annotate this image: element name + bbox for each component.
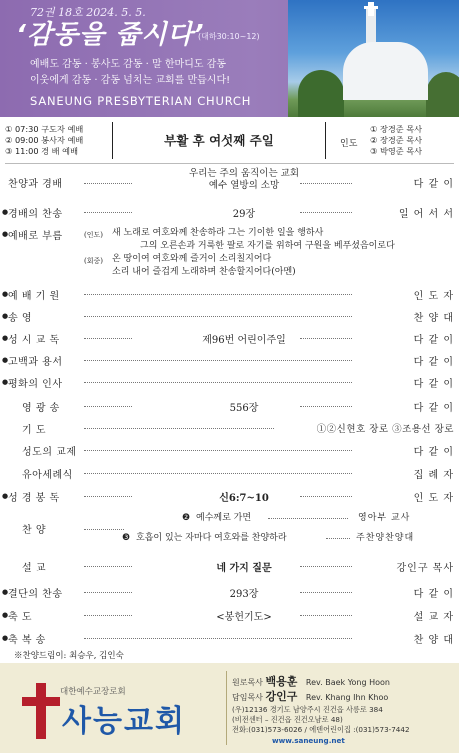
- order-middle: <봉헌기도>: [216, 612, 272, 623]
- theme-title: ‘감동을 줍시다’: [16, 20, 205, 50]
- order-right: 인 도 자: [413, 493, 454, 504]
- leader-1: ① 장경준 목사: [370, 124, 423, 134]
- order-label: 영 광 송: [22, 403, 60, 414]
- praise-contributors-note: ※찬양드림이: 최승우, 김인숙: [14, 651, 124, 661]
- order-middle: 신6:7~10: [219, 493, 269, 504]
- order-label: 성 시 교 독: [8, 335, 60, 346]
- congregation-tag: (회중): [84, 257, 103, 265]
- order-label: 찬 양: [22, 525, 46, 536]
- dotted-leader: [84, 294, 352, 295]
- pastor-role: 담임목사: [232, 693, 263, 702]
- order-label: 예 배 기 원: [8, 291, 60, 302]
- dotted-leader: [300, 496, 352, 497]
- order-right: 강인구 목사: [396, 563, 454, 574]
- standing-marker-icon: ●: [2, 290, 9, 298]
- slogan-line-2: 이웃에게 감동 · 감동 넘치는 교회를 만듭시다!: [30, 75, 231, 86]
- order-label: 결단의 찬송: [8, 589, 63, 600]
- standing-marker-icon: ●: [2, 492, 9, 500]
- leader-2: ② 장경준 목사: [370, 135, 423, 145]
- service-leaders: [370, 124, 422, 157]
- order-benediction: [0, 606, 459, 624]
- order-infant-baptism: [0, 464, 459, 482]
- dotted-leader: [84, 338, 132, 339]
- order-right: 찬 양 대: [413, 313, 454, 324]
- order-label: 축 도: [8, 612, 32, 623]
- dotted-leader: [84, 638, 352, 639]
- dotted-leader: [268, 518, 348, 519]
- volume-date: 72권 18호 2024. 5. 5.: [30, 6, 146, 19]
- order-fellowship: [0, 441, 459, 459]
- praise-song-2: 예수 열방의 소망: [208, 180, 280, 191]
- order-peace: [0, 373, 459, 391]
- address-line-2: (비전센터 – 진건읍 진건오남로 48): [232, 715, 343, 724]
- order-sermon: [0, 557, 459, 575]
- dotted-leader: [326, 538, 350, 539]
- order-right: 다 같 이: [413, 447, 454, 458]
- call-line-1: 새 노래로 여호와께 찬송하라 그는 기이한 일을 행하사: [112, 228, 324, 238]
- tree-right: [426, 72, 459, 117]
- order-right: 일 어 서 서: [398, 209, 454, 220]
- order-label: 찬양과 경배: [8, 179, 63, 190]
- dotted-leader: [84, 615, 132, 616]
- anthem-line-2-performer: 주찬양찬양대: [356, 533, 415, 543]
- dotted-leader: [84, 406, 132, 407]
- order-label: 성도의 교제: [22, 447, 77, 458]
- order-blessing-song: [0, 629, 459, 647]
- theme-verse: (대하30:10~12): [198, 32, 260, 41]
- anthem-number-2: ❷: [182, 513, 191, 523]
- order-middle: 제96번 어린이주일: [202, 335, 286, 346]
- order-right: 찬 양 대: [413, 635, 454, 646]
- order-label: 경배의 찬송: [8, 209, 63, 220]
- order-invocation: [0, 285, 459, 303]
- order-scripture-reading: [0, 487, 459, 505]
- order-responsive-reading: [0, 329, 459, 347]
- website-link[interactable]: www.saneung.net: [272, 736, 345, 745]
- dotted-leader: [84, 529, 124, 530]
- bulletin-header: [0, 0, 459, 117]
- order-confession: [0, 351, 459, 369]
- standing-marker-icon: ●: [2, 334, 9, 342]
- dotted-leader: [84, 592, 132, 593]
- call-line-2: 그의 오른손과 거룩한 팔로 자기를 위하여 구원을 베푸셨음이로다: [140, 241, 395, 251]
- service-time-1: ① 07:30 구도자 예배: [5, 124, 84, 134]
- order-label: 유아세례식: [22, 470, 73, 481]
- standing-marker-icon: ●: [2, 588, 9, 596]
- order-right: 다 같 이: [413, 335, 454, 346]
- dotted-leader: [300, 406, 352, 407]
- order-right: 인 도 자: [413, 291, 454, 302]
- order-right: 다 같 이: [413, 179, 454, 190]
- dotted-leader: [84, 316, 352, 317]
- dotted-leader: [300, 615, 352, 616]
- pastor-line: [232, 688, 388, 704]
- order-label: 송 영: [8, 313, 32, 324]
- dotted-leader: [84, 473, 352, 474]
- sunday-title: 부활 후 여섯째 주일: [112, 122, 326, 159]
- order-closing-hymn: [0, 583, 459, 601]
- pastor-name: 강인구: [265, 690, 298, 703]
- dotted-leader: [84, 428, 274, 429]
- standing-marker-icon: ●: [2, 208, 9, 216]
- church-name-logo: 사능교회: [62, 704, 186, 739]
- order-label: 설 교: [22, 563, 46, 574]
- slogan-line-1: 예배도 감동 · 봉사도 감동 · 말 한마디도 감동: [30, 59, 227, 70]
- cross-icon: [368, 2, 374, 16]
- lead-label: 인도: [340, 139, 358, 149]
- anthem-line-2: 호흡이 있는 자마다 여호와를 찬양하라: [136, 533, 287, 543]
- order-right: 다 같 이: [413, 357, 454, 368]
- anthem-line-1-performer: 영아부 교사: [358, 513, 411, 523]
- tree-left: [298, 70, 344, 117]
- order-label: 성 경 봉 독: [8, 493, 60, 504]
- pastor-english: Rev. Khang Ihn Khoo: [305, 693, 389, 702]
- anthem-line-1: 예수께로 가면: [196, 513, 252, 523]
- order-middle: 556장: [229, 403, 259, 414]
- call-line-3: 온 땅이여 여호와께 즐거이 소리칠지어다: [112, 254, 272, 264]
- dotted-leader: [300, 592, 352, 593]
- standing-marker-icon: ●: [2, 230, 9, 238]
- order-praise: [0, 166, 459, 194]
- order-label: 기 도: [22, 425, 46, 436]
- denomination: 대한예수교장로회: [60, 687, 126, 697]
- cross-bar: [364, 6, 378, 9]
- senior-pastor-name: 백용훈: [265, 675, 298, 688]
- order-label: 평화의 인사: [8, 379, 63, 390]
- standing-marker-icon: ●: [2, 611, 9, 619]
- sermon-title: 네 가지 질문: [216, 563, 272, 574]
- order-right: 설 교 자: [413, 612, 454, 623]
- standing-marker-icon: ●: [2, 634, 9, 642]
- church-building: [343, 42, 428, 100]
- senior-pastor-line: [232, 673, 390, 689]
- church-building-photo: [288, 0, 459, 117]
- order-right: ①②신현호 장로 ③조용선 장로: [316, 424, 454, 435]
- order-right: 집 례 자: [413, 470, 454, 481]
- order-middle: 29장: [232, 209, 256, 220]
- order-label: 고백과 용서: [8, 357, 63, 368]
- order-right: 다 같 이: [413, 403, 454, 414]
- call-line-4: 소리 내어 즐겁게 노래하며 찬송할지어다(아멘): [112, 267, 296, 277]
- church-logo-cross-icon: [36, 683, 46, 739]
- dotted-leader: [84, 183, 132, 184]
- service-time-2: ② 09:00 봉사자 예배: [5, 135, 84, 145]
- order-right: 다 같 이: [413, 589, 454, 600]
- leader-3: ③ 박영준 목사: [370, 146, 423, 156]
- service-time-3: ③ 11:00 경 배 예배: [5, 146, 78, 156]
- dotted-leader: [300, 183, 352, 184]
- dotted-leader: [84, 566, 132, 567]
- dotted-leader: [84, 382, 352, 383]
- dotted-leader: [84, 496, 132, 497]
- order-prayer: [0, 419, 459, 437]
- order-gloria: [0, 397, 459, 415]
- order-label: 축 복 송: [8, 635, 46, 646]
- senior-pastor-role: 원로목사: [232, 678, 263, 687]
- church-footer: [0, 663, 459, 753]
- dotted-leader: [84, 450, 352, 451]
- senior-pastor-english: Rev. Baek Yong Hoon: [305, 678, 390, 687]
- dotted-leader: [300, 338, 352, 339]
- order-doxology: [0, 307, 459, 325]
- praise-song-1: 우리는 주의 움직이는 교회: [188, 168, 299, 179]
- standing-marker-icon: ●: [2, 356, 9, 364]
- church-logo-crossbar: [22, 697, 60, 706]
- leader-tag: (인도): [84, 231, 103, 239]
- footer-divider: [226, 671, 227, 745]
- phone-line: 전화:(031)573-6026 / 에덴어린이집 :(031)573-7442: [232, 725, 410, 734]
- dotted-leader: [300, 566, 352, 567]
- standing-marker-icon: ●: [2, 312, 9, 320]
- dotted-leader: [84, 360, 352, 361]
- dotted-leader: [84, 212, 132, 213]
- order-adoration-hymn: [0, 203, 459, 221]
- service-times: [5, 124, 83, 157]
- anthem-number-3: ❸: [122, 533, 131, 543]
- dotted-leader: [300, 212, 352, 213]
- divider-rule: [5, 163, 454, 164]
- address-line-1: (우)12136 경기도 남양주시 진건읍 사릉로 384: [232, 705, 383, 714]
- order-middle: 293장: [229, 589, 259, 600]
- church-english-name: SANEUNG PRESBYTERIAN CHURCH: [30, 94, 252, 108]
- order-right: 다 같 이: [413, 379, 454, 390]
- standing-marker-icon: ●: [2, 378, 9, 386]
- order-label: 예배로 부름: [8, 231, 63, 242]
